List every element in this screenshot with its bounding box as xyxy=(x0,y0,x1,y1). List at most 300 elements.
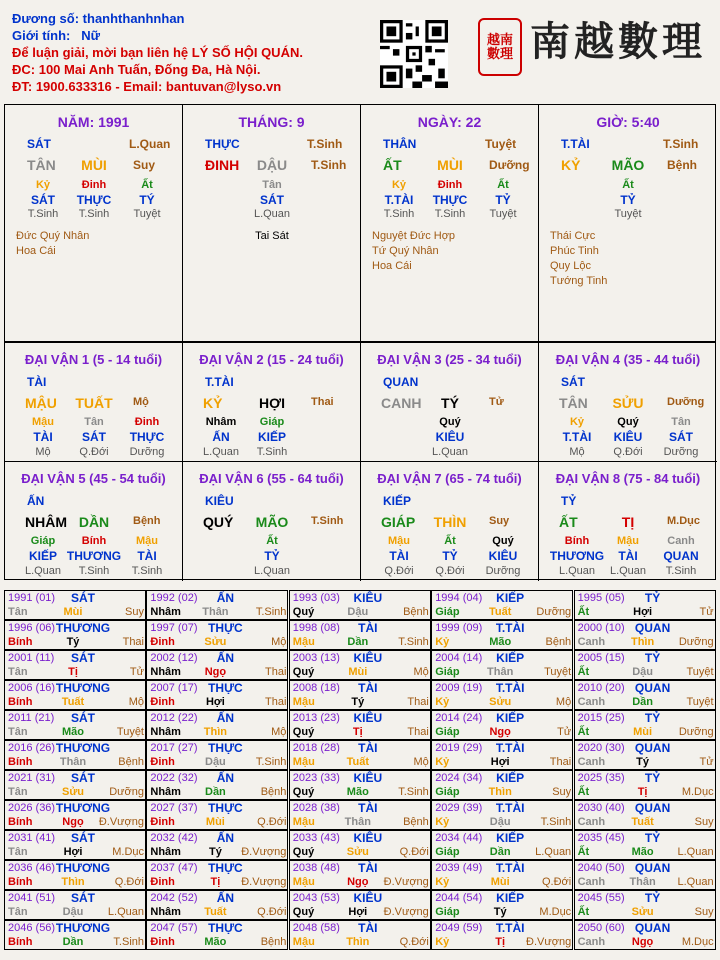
year-stage: Q.Đới xyxy=(257,906,287,918)
year-chi: Hợi xyxy=(63,846,83,858)
hidden-stem: Tân xyxy=(262,179,282,191)
year-chi: Mão xyxy=(346,786,369,798)
year-cell xyxy=(574,650,716,680)
year-chi: Mùi xyxy=(633,726,653,738)
header xyxy=(12,10,372,95)
year-chi: Dần xyxy=(489,846,511,858)
year-can: Mậu xyxy=(292,876,315,888)
year-chi: Thân xyxy=(344,816,371,828)
year-cell xyxy=(146,650,288,680)
dai-van-god: SÁT xyxy=(561,375,585,389)
pillar-god-left: T.TÀI xyxy=(561,137,590,151)
pillar-can: KỶ xyxy=(561,157,581,173)
year-god: KIÊU xyxy=(353,891,383,905)
dai-van-can: TÂN xyxy=(559,395,588,411)
year-chi: Hợi xyxy=(348,906,368,918)
hidden-stem: Đinh xyxy=(81,179,107,191)
hidden-stage: T.Sinh xyxy=(665,565,697,577)
hidden-stage: Dưỡng xyxy=(663,446,699,458)
year-god: TÀI xyxy=(358,741,378,755)
year-stage: L.Quan xyxy=(677,846,714,858)
year-stage: Tuyệt xyxy=(116,726,144,738)
hidden-stage: Mộ xyxy=(35,446,51,458)
year-chi: Thìn xyxy=(630,636,655,648)
year-stage: Suy xyxy=(125,606,144,618)
year-can: Mậu xyxy=(292,756,315,768)
year-cell xyxy=(4,650,146,680)
year-stage: Đ.Vượng xyxy=(241,846,287,858)
year-label: 2016 (26) xyxy=(8,742,56,754)
year-label: 2043 (53) xyxy=(292,892,340,904)
dai-van-can: QUÝ xyxy=(203,514,234,530)
year-stage: Thai xyxy=(122,636,144,648)
year-stage: T.Sinh xyxy=(113,936,144,948)
dai-van-god: TỶ xyxy=(561,494,577,508)
year-label: 2007 (17) xyxy=(150,682,198,694)
year-god: THƯƠNG xyxy=(55,681,111,695)
dai-van-chi: TÝ xyxy=(441,395,459,411)
year-cell xyxy=(431,770,573,800)
year-stage: Q.Đới xyxy=(257,816,287,828)
year-chi: Tị xyxy=(352,726,363,738)
year-label: 2041 (51) xyxy=(8,892,56,904)
year-label: 2022 (32) xyxy=(150,772,198,784)
year-god: T.TÀI xyxy=(495,921,525,935)
year-label: 2021 (31) xyxy=(8,772,56,784)
hidden-stage: Dưỡng xyxy=(129,446,165,458)
year-chi: Ngọ xyxy=(62,816,84,828)
year-stage: M.Dục xyxy=(539,906,572,918)
hidden-god: QUAN xyxy=(663,549,699,563)
hidden-stem: Tân xyxy=(84,416,104,428)
year-can: Giáp xyxy=(435,726,460,738)
hidden-stem: Quý xyxy=(492,535,514,547)
year-cell xyxy=(4,710,146,740)
year-stage: Q.Đới xyxy=(541,876,572,888)
pillar-god-right: L.Quan xyxy=(129,137,171,151)
year-chi: Tị xyxy=(210,876,221,888)
year-cell xyxy=(4,800,146,830)
year-chi: Thìn xyxy=(61,876,85,888)
hidden-stem: Ất xyxy=(141,179,153,191)
year-stage: Mộ xyxy=(413,756,429,768)
dai-van-chi: THÌN xyxy=(433,514,467,530)
hidden-stage: L.Quan xyxy=(24,565,62,577)
year-cell xyxy=(431,590,573,620)
address-line: ĐC: 100 Mai Anh Tuấn, Đống Đa, Hà Nội. xyxy=(12,62,261,77)
year-god: TỶ xyxy=(644,831,661,845)
pillar-column xyxy=(361,105,539,341)
year-chi: Tý xyxy=(66,636,80,648)
year-god: QUAN xyxy=(634,801,671,815)
hidden-stage: Q.Đới xyxy=(435,565,465,577)
year-god: TỶ xyxy=(644,891,661,905)
year-stage: Thai xyxy=(264,696,287,708)
year-god: KIÊU xyxy=(353,591,383,605)
year-label: 2047 (57) xyxy=(150,922,198,934)
year-stage: Tuyệt xyxy=(686,696,714,708)
year-chi: Mão xyxy=(62,726,84,738)
pillar-stage: T.Sinh xyxy=(311,158,347,172)
hidden-god: TỶ xyxy=(264,549,280,563)
hidden-god: T.TÀI xyxy=(384,193,414,207)
duong-so-label: Đương số: xyxy=(12,11,80,26)
year-stage: Thai xyxy=(549,756,572,768)
year-cell xyxy=(289,620,431,650)
year-cell xyxy=(574,860,716,890)
year-can: Canh xyxy=(577,876,606,888)
year-god: TỶ xyxy=(644,651,661,665)
year-stage: Tử xyxy=(699,756,714,768)
year-god: SÁT xyxy=(71,651,95,665)
year-can: Ất xyxy=(577,726,590,738)
dai-van-god: KIẾP xyxy=(383,494,412,508)
hidden-stem: Bính xyxy=(81,535,107,547)
phone-email-line: ĐT: 1900.633316 - Email: bantuvan@lyso.vn xyxy=(12,79,282,94)
year-label: 2002 (12) xyxy=(150,652,198,664)
gioi-tinh-line xyxy=(12,27,372,44)
year-can: Nhâm xyxy=(150,606,181,618)
year-can: Ất xyxy=(577,606,590,618)
dai-van-god: TÀI xyxy=(27,375,47,389)
year-label: 2036 (46) xyxy=(8,862,56,874)
year-stage: Đ.Vượng xyxy=(383,906,429,918)
year-god: TÀI xyxy=(358,861,378,875)
year-label: 2042 (52) xyxy=(150,892,198,904)
year-can: Ất xyxy=(577,846,590,858)
year-label: 2037 (47) xyxy=(150,862,198,874)
year-label: 2010 (20) xyxy=(577,682,625,694)
gioi-tinh-value: Nữ xyxy=(81,28,100,43)
year-stage: Mộ xyxy=(271,726,287,738)
year-chi: Mùi xyxy=(490,876,510,888)
year-can: Quý xyxy=(292,786,315,798)
dai-van-chi: MÃO xyxy=(255,514,289,530)
year-can: Đinh xyxy=(150,756,175,768)
year-chi: Ngọ xyxy=(489,726,511,738)
year-cell xyxy=(146,920,288,950)
dai-van-chi: TỊ xyxy=(621,514,635,530)
year-god: TÀI xyxy=(358,801,378,815)
pillar-column xyxy=(539,105,717,341)
year-can: Kỷ xyxy=(435,876,450,888)
year-can: Canh xyxy=(577,696,606,708)
year-god: THƯƠNG xyxy=(55,921,111,935)
year-can: Mậu xyxy=(292,696,315,708)
hidden-stage: Q.Đới xyxy=(613,446,643,458)
year-god: THỰC xyxy=(208,621,243,635)
year-cell xyxy=(4,590,146,620)
year-cell xyxy=(146,800,288,830)
year-can: Đinh xyxy=(150,636,175,648)
pillar-column xyxy=(183,105,361,341)
hidden-stem: Mậu xyxy=(388,535,410,547)
year-god: ẤN xyxy=(216,591,235,605)
year-chi: Hợi xyxy=(633,606,653,618)
pillar-stage: Suy xyxy=(133,158,156,172)
hidden-stem: Ất xyxy=(444,535,456,547)
year-chi: Dậu xyxy=(62,906,84,918)
year-chi: Sửu xyxy=(204,636,227,648)
hidden-god: THỰC xyxy=(76,193,112,207)
year-can: Nhâm xyxy=(150,726,181,738)
year-chi: Thìn xyxy=(203,726,227,738)
year-stage: M.Dục xyxy=(681,936,714,948)
year-god: T.TÀI xyxy=(495,741,525,755)
year-god: SÁT xyxy=(71,891,95,905)
year-label: 1998 (08) xyxy=(292,622,340,634)
hidden-stage: Q.Đới xyxy=(79,446,109,458)
hidden-stage: Tuyệt xyxy=(133,208,161,220)
year-cell xyxy=(289,650,431,680)
year-cell xyxy=(289,800,431,830)
year-label: 2029 (39) xyxy=(435,802,483,814)
year-can: Ất xyxy=(577,906,590,918)
pillar-title: THÁNG: 9 xyxy=(238,114,305,130)
year-label: 2004 (14) xyxy=(435,652,483,664)
pillar-can: TÂN xyxy=(27,157,56,173)
year-label: 2001 (11) xyxy=(8,652,55,664)
year-label: 1992 (02) xyxy=(150,592,198,604)
year-stage: Bệnh xyxy=(545,636,572,648)
year-cell xyxy=(146,590,288,620)
dai-van-god: KIÊU xyxy=(205,494,234,508)
pillar-chi: MÃO xyxy=(611,157,645,173)
year-can: Bính xyxy=(8,876,33,888)
dai-van-cell xyxy=(539,462,717,581)
hidden-stage: T.Sinh xyxy=(78,208,110,220)
year-stage: Mộ xyxy=(413,666,429,678)
dai-van-stage: Bệnh xyxy=(133,515,161,527)
dai-van-can: MẬU xyxy=(25,395,57,411)
year-can: Đinh xyxy=(150,936,175,948)
year-chi: Ngọ xyxy=(631,936,654,948)
hidden-god: SÁT xyxy=(82,430,106,444)
year-stage: Mộ xyxy=(128,696,144,708)
dai-van-cell xyxy=(361,343,539,462)
year-label: 2038 (48) xyxy=(292,862,340,874)
year-can: Canh xyxy=(577,756,606,768)
year-chi: Tý xyxy=(493,906,507,918)
duong-so-line xyxy=(12,10,372,27)
dai-van-can: ẤT xyxy=(559,514,578,530)
year-stage: Thai xyxy=(407,726,429,738)
year-label: 2017 (27) xyxy=(150,742,198,754)
year-cell xyxy=(289,830,431,860)
year-label: 2000 (10) xyxy=(577,622,625,634)
year-stage: Đ.Vượng xyxy=(383,876,429,888)
year-cell xyxy=(289,890,431,920)
hidden-stage: Dưỡng xyxy=(485,565,521,577)
hidden-stem: Ất xyxy=(622,179,634,191)
year-cell xyxy=(574,680,716,710)
hidden-stem: Kỷ xyxy=(391,179,407,191)
year-stage: Đ.Vượng xyxy=(526,936,572,948)
year-cell xyxy=(289,920,431,950)
year-label: 1991 (01) xyxy=(8,592,56,604)
year-stage: Dưỡng xyxy=(678,726,714,738)
year-label: 2030 (40) xyxy=(577,802,625,814)
logo: 南越數理 xyxy=(530,18,706,65)
year-god: SÁT xyxy=(71,771,95,785)
year-chi: Sửu xyxy=(346,846,369,858)
pillar-stage: Dưỡng xyxy=(489,158,530,172)
hidden-stem: Mậu xyxy=(617,535,639,547)
hidden-stage: T.Sinh xyxy=(256,446,288,458)
hidden-stem: Kỷ xyxy=(35,179,51,191)
year-stage: Bệnh xyxy=(260,936,287,948)
year-chi: Tý xyxy=(636,756,650,768)
year-god: KIÊU xyxy=(353,831,383,845)
dai-van-title: ĐẠI VẬN 7 (65 - 74 tuổi) xyxy=(377,471,522,486)
dai-van-title: ĐẠI VẬN 4 (35 - 44 tuổi) xyxy=(555,352,701,367)
year-stage: T.Sinh xyxy=(398,636,429,648)
year-stage: Tuyệt xyxy=(686,666,714,678)
year-chi: Sửu xyxy=(489,696,512,708)
year-label: 2032 (42) xyxy=(150,832,198,844)
hidden-god: KIẾP xyxy=(257,430,287,444)
year-god: KIÊU xyxy=(353,711,383,725)
year-label: 2025 (35) xyxy=(577,772,625,784)
year-cell xyxy=(289,680,431,710)
year-god: KIÊU xyxy=(353,771,383,785)
year-label: 2023 (33) xyxy=(292,772,340,784)
year-stage: Dưỡng xyxy=(109,786,144,798)
year-cell xyxy=(431,710,573,740)
year-chi: Mùi xyxy=(348,666,368,678)
year-stage: Suy xyxy=(552,786,572,798)
hidden-god: TỶ xyxy=(442,549,458,563)
year-stage: T.Sinh xyxy=(255,606,287,618)
hidden-stem: Ất xyxy=(497,179,509,191)
year-label: 2003 (13) xyxy=(292,652,340,664)
hidden-stage: T.Sinh xyxy=(78,565,110,577)
year-cell xyxy=(4,770,146,800)
dai-van-can: GIÁP xyxy=(381,514,416,530)
pillar-god-left: THỰC xyxy=(205,137,240,151)
year-label: 2048 (58) xyxy=(292,922,340,934)
year-can: Bính xyxy=(8,696,33,708)
year-label: 1995 (05) xyxy=(577,592,625,604)
year-label: 2013 (23) xyxy=(292,712,340,724)
year-label: 2005 (15) xyxy=(577,652,625,664)
year-can: Nhâm xyxy=(150,846,181,858)
year-stage: Bệnh xyxy=(118,756,144,768)
year-can: Quý xyxy=(292,666,315,678)
year-label: 2026 (36) xyxy=(8,802,56,814)
hidden-god: SÁT xyxy=(31,193,55,207)
year-cell xyxy=(146,710,288,740)
year-cell xyxy=(431,920,573,950)
year-stage: Bệnh xyxy=(403,816,429,828)
year-stage: Suy xyxy=(694,906,714,918)
pillar-stage: Bệnh xyxy=(667,158,697,172)
year-can: Giáp xyxy=(435,786,460,798)
year-god: THỰC xyxy=(208,861,243,875)
year-can: Kỷ xyxy=(435,816,450,828)
hidden-stage: Tuyệt xyxy=(614,208,642,220)
year-god: THƯƠNG xyxy=(55,861,111,875)
year-cell xyxy=(431,830,573,860)
dai-van-cell xyxy=(5,343,183,462)
year-cell xyxy=(4,680,146,710)
hidden-stem: Mậu xyxy=(136,535,158,547)
year-label: 2020 (30) xyxy=(577,742,625,754)
year-stage: Tử xyxy=(557,726,572,738)
pillars-section xyxy=(4,104,716,342)
year-chi: Dậu xyxy=(632,666,653,678)
year-can: Giáp xyxy=(435,906,460,918)
year-can: Tân xyxy=(8,906,28,918)
year-god: KIẾP xyxy=(496,591,525,605)
year-can: Kỷ xyxy=(435,696,450,708)
year-chi: Thìn xyxy=(488,786,512,798)
hidden-stem: Tân xyxy=(671,416,691,428)
dai-van-cell xyxy=(5,462,183,581)
year-label: 2018 (28) xyxy=(292,742,340,754)
dai-van-title: ĐẠI VẬN 8 (75 - 84 tuổi) xyxy=(555,471,701,486)
year-god: KIẾP xyxy=(496,711,525,725)
year-god: TỶ xyxy=(644,711,661,725)
year-cell xyxy=(4,860,146,890)
year-stage: T.Sinh xyxy=(255,756,287,768)
year-can: Nhâm xyxy=(150,906,181,918)
year-god: QUAN xyxy=(634,861,671,875)
year-stage: Q.Đới xyxy=(399,936,429,948)
year-cell xyxy=(574,800,716,830)
year-can: Giáp xyxy=(435,846,460,858)
year-chi: Tý xyxy=(351,696,365,708)
year-cell xyxy=(146,740,288,770)
qr-code-icon[interactable] xyxy=(380,20,448,88)
year-can: Bính xyxy=(8,756,33,768)
year-god: SÁT xyxy=(71,591,95,605)
year-label: 1997 (07) xyxy=(150,622,198,634)
year-cell xyxy=(289,740,431,770)
hidden-god: SÁT xyxy=(260,193,284,207)
year-label: 2027 (37) xyxy=(150,802,198,814)
pillar-god-right: T.Sinh xyxy=(307,137,343,151)
year-stage: Mộ xyxy=(555,696,572,708)
hidden-stage: L.Quan xyxy=(558,565,596,577)
year-label: 2014 (24) xyxy=(435,712,483,724)
year-cell xyxy=(431,860,573,890)
star-name: Nguyệt Đức Hợp xyxy=(372,230,456,242)
year-god: ẤN xyxy=(216,711,235,725)
hidden-stem: Đinh xyxy=(134,416,160,428)
year-stage: Q.Đới xyxy=(399,846,429,858)
dai-van-stage: T.Sinh xyxy=(311,515,344,527)
year-label: 2040 (50) xyxy=(577,862,625,874)
year-cell xyxy=(574,710,716,740)
hidden-god: THƯƠNG xyxy=(549,549,605,563)
dai-van-god: ẤN xyxy=(27,494,45,508)
year-god: T.TÀI xyxy=(495,801,525,815)
year-label: 2028 (38) xyxy=(292,802,340,814)
dai-van-stage: Tử xyxy=(489,396,504,408)
star-name: Hoa Cái xyxy=(16,245,56,257)
year-cell xyxy=(431,650,573,680)
pillar-god-left: SÁT xyxy=(27,137,51,151)
pillar-god-right: T.Sinh xyxy=(663,137,699,151)
year-cell xyxy=(289,860,431,890)
year-cell xyxy=(289,710,431,740)
year-can: Canh xyxy=(577,636,606,648)
year-can: Quý xyxy=(292,726,315,738)
year-god: KIẾP xyxy=(496,651,525,665)
year-god: KIÊU xyxy=(353,651,383,665)
year-label: 2035 (45) xyxy=(577,832,625,844)
